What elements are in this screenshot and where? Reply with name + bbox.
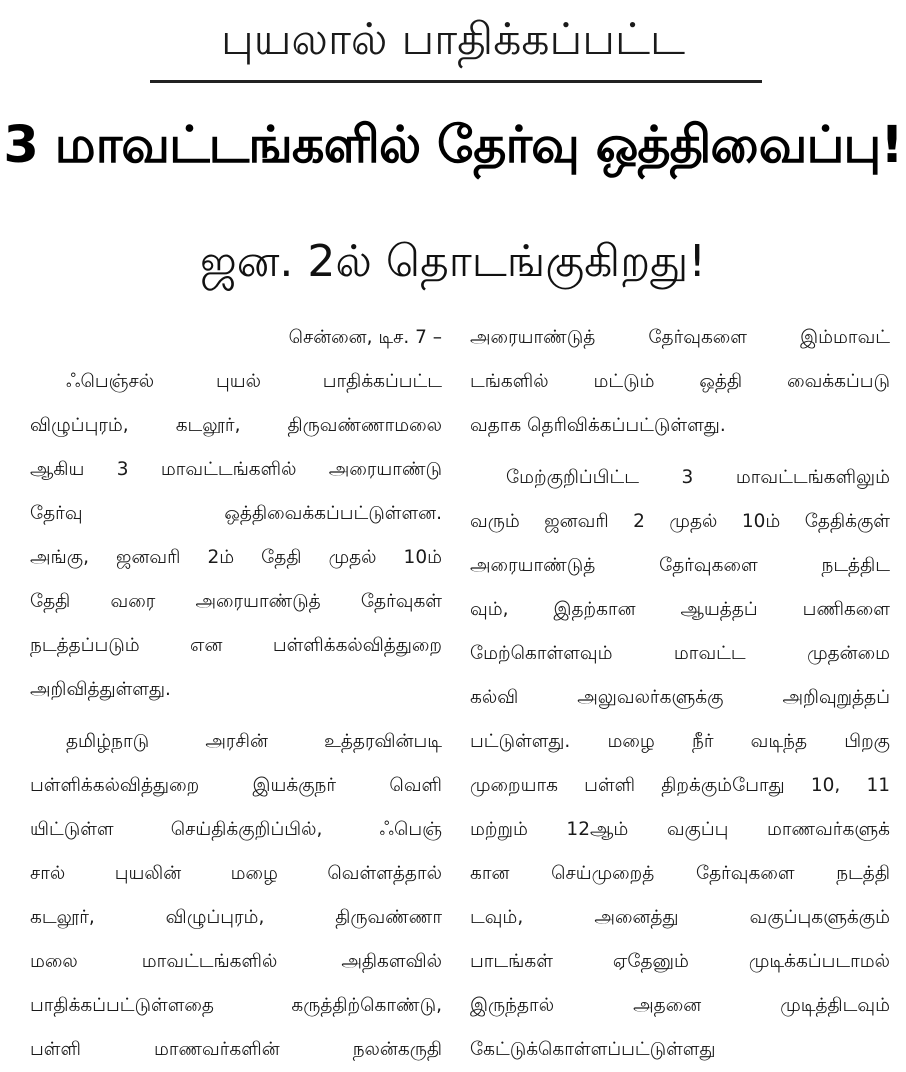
body-line: நடத்தப்படும் என பள்ளிக்கல்வித்துறை bbox=[30, 635, 442, 656]
article-column-right bbox=[470, 316, 890, 1072]
body-line: வதாக தெரிவிக்கப்பட்டுள்ளது. bbox=[470, 415, 726, 436]
body-line: ஃபெஞ்சல் புயல் பாதிக்கப்பட்ட bbox=[66, 371, 442, 392]
kicker-line: புயலால் பாதிக்கப்பட்ட bbox=[220, 14, 686, 65]
body-line: இருந்தால் அதனை முடித்திடவும் bbox=[470, 995, 890, 1016]
body-line: வரும் ஜனவரி 2 முதல் 10ம் தேதிக்குள் bbox=[470, 511, 890, 532]
body-line: டங்களில் மட்டும் ஒத்தி வைக்கப்படு bbox=[470, 371, 890, 392]
body-line: பாடங்கள் ஏதேனும் முடிக்கப்படாமல் bbox=[470, 951, 890, 972]
subheadline: ஜன. 2ல் தொடங்குகிறது! bbox=[200, 236, 706, 287]
body-line: வும், இதற்கான ஆயத்தப் பணிகளை bbox=[470, 599, 890, 620]
body-line: தேதி வரை அரையாண்டுத் தேர்வுகள் bbox=[30, 591, 442, 612]
article-column-left bbox=[30, 316, 442, 1072]
body-line: தேர்வு ஒத்திவைக்கப்பட்டுள்ளன. bbox=[30, 503, 442, 524]
body-line: மேற்குறிப்பிட்ட 3 மாவட்டங்களிலும் bbox=[506, 467, 890, 488]
body-line: சால் புயலின் மழை வெள்ளத்தால் bbox=[30, 863, 442, 884]
body-line: அறிவித்துள்ளது. bbox=[30, 679, 171, 700]
body-line: அரையாண்டுத் தேர்வுகளை நடத்திட bbox=[470, 555, 890, 576]
body-line: மேற்கொள்ளவும் மாவட்ட முதன்மை bbox=[470, 643, 890, 664]
body-line: பாதிக்கப்பட்டுள்ளதை கருத்திற்கொண்டு, bbox=[30, 995, 442, 1016]
body-line: பள்ளிக்கல்வித்துறை இயக்குநர் வெளி bbox=[30, 775, 442, 796]
body-line: ஆகிய 3 மாவட்டங்களில் அரையாண்டு bbox=[30, 459, 442, 480]
body-line: மற்றும் 12ஆம் வகுப்பு மாணவர்களுக் bbox=[470, 819, 890, 840]
body-line: கடலூர், விழுப்புரம், திருவண்ணா bbox=[30, 907, 442, 928]
headline: 3 மாவட்டங்களில் தேர்வு ஒத்திவைப்பு! bbox=[3, 116, 903, 175]
kicker-underline bbox=[150, 80, 762, 83]
body-line: பட்டுள்ளது. மழை நீர் வடிந்த பிறகு bbox=[470, 731, 890, 752]
dateline: சென்னை, டிச. 7 – bbox=[288, 327, 442, 348]
body-line: முறையாக பள்ளி திறக்கும்போது 10, 11 bbox=[470, 775, 890, 796]
body-line: கல்வி அலுவலர்களுக்கு அறிவுறுத்தப் bbox=[470, 687, 890, 708]
body-line: கேட்டுக்கொள்ளப்பட்டுள்ளது bbox=[470, 1039, 716, 1060]
body-line: விழுப்புரம், கடலூர், திருவண்ணாமலை bbox=[30, 415, 442, 436]
body-line: அரையாண்டுத் தேர்வுகளை இம்மாவட் bbox=[470, 327, 890, 348]
body-line: கான செய்முறைத் தேர்வுகளை நடத்தி bbox=[470, 863, 890, 884]
body-line: யிட்டுள்ள செய்திக்குறிப்பில், ஃபெஞ் bbox=[30, 819, 442, 840]
body-line: டவும், அனைத்து வகுப்புகளுக்கும் bbox=[470, 907, 890, 928]
body-line: பள்ளி மாணவர்களின் நலன்கருதி bbox=[30, 1039, 442, 1060]
body-line: அங்கு, ஜனவரி 2ம் தேதி முதல் 10ம் bbox=[30, 547, 442, 568]
body-line: தமிழ்நாடு அரசின் உத்தரவின்படி bbox=[66, 731, 442, 752]
body-line: மலை மாவட்டங்களில் அதிகளவில் bbox=[30, 951, 442, 972]
